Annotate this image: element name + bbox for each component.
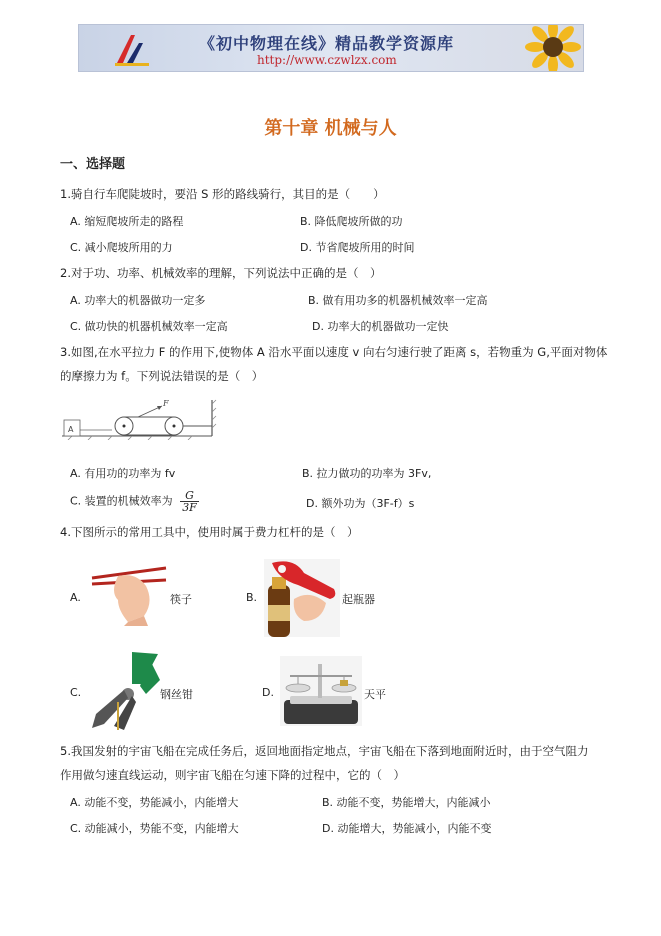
- q4-option-d-name: 天平: [364, 688, 386, 701]
- question-1-stem: 1.骑自行车爬陡坡时，要沿 S 形的路线骑行，其目的是（ ）: [60, 187, 385, 201]
- q2-option-c[interactable]: C. 做功快的机器机械效率一定高: [70, 320, 228, 333]
- section-heading: 一、选择题: [60, 157, 126, 172]
- chopsticks-image[interactable]: [88, 562, 168, 626]
- q4-option-a-name: 筷子: [170, 593, 192, 606]
- question-5-stem-line1: 5.我国发射的宇宙飞船在完成任务后，返回地面指定地点，宇宙飞船在下落到地面附近时，由于空气阻力: [60, 744, 589, 758]
- efficiency-fraction: [180, 490, 199, 513]
- question-3-stem-line1: 3.如图,在水平拉力 F 的作用下,使物体 A 沿水平面以速度 v 向右匀速行驶了距离 s，若物重为 G,平面对物体: [60, 345, 608, 359]
- q4-option-b-letter[interactable]: B.: [246, 591, 258, 604]
- q3-option-c-text: C. 装置的机械效率为: [70, 494, 173, 508]
- question-2-stem: 2.对于功、功率、机械效率的理解，下列说法中正确的是（ ）: [60, 266, 382, 280]
- q2-option-b[interactable]: B. 做有用功多的机器机械效率一定高: [308, 294, 488, 307]
- bottle-opener-image[interactable]: [264, 559, 340, 637]
- q3-option-a[interactable]: A. 有用功的功率为 fv: [70, 467, 176, 480]
- site-logo-icon: [113, 29, 153, 69]
- q1-option-b[interactable]: B. 降低爬坡所做的功: [300, 215, 403, 228]
- q3-option-c[interactable]: [70, 490, 199, 513]
- q4-option-c-name: 钢丝钳: [160, 688, 193, 701]
- q4-option-d-letter[interactable]: D.: [262, 686, 274, 699]
- pulley-diagram: [62, 396, 218, 440]
- q2-option-d[interactable]: D. 功率大的机器做功一定快: [312, 320, 449, 333]
- question-5-stem-line2: 作用做匀速直线运动，则宇宙飞船在匀速下降的过程中，它的（ ）: [60, 768, 405, 782]
- sunflower-icon: [525, 24, 581, 72]
- chapter-title: 第十章 机械与人: [264, 118, 397, 139]
- balance-scale-image[interactable]: [280, 656, 362, 726]
- q3-option-d[interactable]: D. 额外功为（3F-f）s: [306, 497, 415, 510]
- pliers-image[interactable]: [88, 650, 160, 730]
- header-banner: [78, 24, 584, 72]
- q4-option-a-letter[interactable]: A.: [70, 591, 81, 604]
- banner-url: http://www.czwlzx.com: [257, 53, 397, 67]
- q5-option-a[interactable]: A. 动能不变，势能减小，内能增大: [70, 796, 239, 809]
- q1-option-c[interactable]: C. 减小爬坡所用的力: [70, 241, 173, 254]
- q4-option-b-name: 起瓶器: [342, 593, 375, 606]
- block-a-label: A: [68, 425, 74, 434]
- q1-option-a[interactable]: A. 缩短爬坡所走的路程: [70, 215, 184, 228]
- q1-option-d[interactable]: D. 节省爬坡所用的时间: [300, 241, 415, 254]
- question-4-stem: 4.下图所示的常用工具中，使用时属于费力杠杆的是（ ）: [60, 525, 359, 539]
- q2-option-a[interactable]: A. 功率大的机器做功一定多: [70, 294, 206, 307]
- q3-option-b[interactable]: B. 拉力做功的功率为 3Fv,: [302, 467, 432, 480]
- fraction-denominator: 3F: [182, 501, 197, 514]
- q5-option-d[interactable]: D. 动能增大，势能减小，内能不变: [322, 822, 492, 835]
- q5-option-c[interactable]: C. 动能减小，势能不变，内能增大: [70, 822, 239, 835]
- force-f-label: F: [163, 399, 169, 408]
- fraction-numerator: G: [180, 490, 199, 502]
- question-3-stem-line2: 的摩擦力为 f。下列说法错误的是（ ）: [60, 369, 264, 383]
- q5-option-b[interactable]: B. 动能不变，势能增大，内能减小: [322, 796, 491, 809]
- banner-title: 《初中物理在线》精品教学资源库: [199, 34, 455, 53]
- q4-option-c-letter[interactable]: C.: [70, 686, 82, 699]
